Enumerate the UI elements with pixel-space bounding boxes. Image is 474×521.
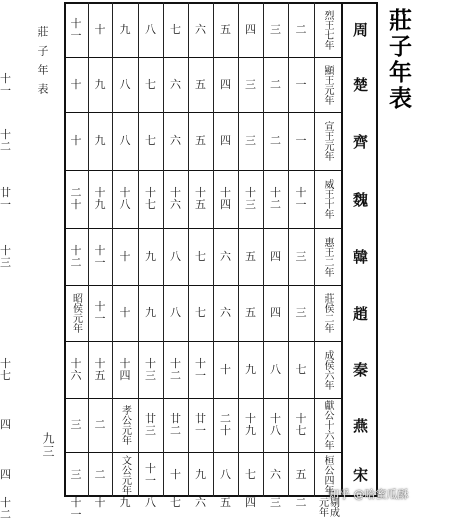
year-cell: 四 — [220, 77, 231, 91]
year-cell: 廿 二 — [170, 412, 181, 437]
year-cell: 九 — [94, 134, 106, 147]
year-cell: 十 一 — [94, 300, 106, 325]
state-label: 楚 — [352, 76, 368, 94]
year-cell: 四 — [220, 134, 231, 147]
year-cell: 九 — [119, 22, 131, 36]
year-cell: 七 — [170, 496, 181, 509]
year-cell: 九 — [119, 496, 131, 509]
year-cell: 十 二 — [70, 243, 82, 269]
year-cell: 十 八 — [119, 186, 131, 211]
year-cell: 十 二 — [270, 186, 281, 211]
year-cell: 一 — [295, 134, 307, 147]
year-cell: 六 — [170, 134, 181, 147]
year-cell: 二 — [270, 134, 281, 147]
year-cell: 二 — [295, 496, 307, 509]
year-cell: 三 — [245, 134, 256, 147]
state-label: 宋 — [352, 466, 368, 484]
state-label: 魏 — [352, 190, 368, 209]
year-cell: 二 十 — [70, 186, 82, 211]
year-cell: 二 — [295, 22, 307, 36]
year-cell: 五 — [220, 22, 231, 36]
year-cell: 九 — [195, 467, 206, 481]
state-label: 周 — [352, 21, 368, 39]
year-cell: 桓公四年 — [322, 454, 333, 495]
year-cell: 十 — [94, 496, 106, 509]
year-cell: 六 — [195, 496, 206, 509]
year-cell: 三 — [245, 77, 256, 91]
year-cell: 四 — [0, 467, 11, 481]
year-cell: 四 — [245, 496, 256, 509]
state-label: 燕 — [352, 416, 368, 435]
year-cell: 十 一 — [145, 461, 156, 487]
year-cell: 廿 三 — [145, 412, 156, 437]
year-cell: 二 — [270, 77, 281, 91]
year-cell: 十 七 — [145, 186, 156, 211]
year-cell: 昭侯元年 — [70, 293, 82, 333]
state-label: 趙 — [352, 304, 368, 323]
year-cell: 八 — [220, 467, 231, 481]
year-cell: 六 — [170, 77, 181, 91]
year-cell: 廿 一 — [195, 412, 206, 437]
year-cell: 十 六 — [170, 186, 181, 211]
year-cell: 七 — [145, 77, 156, 91]
year-cell: 八 — [170, 306, 181, 319]
year-cell: 八 — [270, 362, 281, 376]
year-cell: 二 — [94, 467, 106, 481]
year-cell: 六 — [270, 467, 281, 481]
year-cell: 九 — [145, 249, 156, 263]
year-cell: 五 — [220, 496, 231, 509]
year-cell: 十 二 — [0, 128, 11, 153]
year-cell: 十 — [70, 134, 82, 147]
year-cell: 十 三 — [145, 356, 156, 382]
year-cell: 威王十年 — [322, 179, 333, 219]
state-column — [341, 2, 378, 497]
year-cell: 十 七 — [0, 356, 11, 382]
state-label: 韓 — [352, 248, 368, 266]
year-cell: 十 九 — [94, 186, 106, 211]
year-cell: 廿 一 — [0, 186, 11, 211]
year-cell: 四 — [270, 249, 281, 263]
margin-title: 莊子年表 — [36, 26, 49, 102]
year-cell: 十 一 — [70, 16, 82, 42]
year-cell: 八 — [119, 134, 131, 147]
state-label: 秦 — [352, 361, 368, 379]
year-cell: 九 — [145, 306, 156, 319]
year-cell: 十 四 — [220, 186, 231, 211]
year-cell: 三 — [295, 306, 307, 319]
year-cell: 七 — [195, 249, 206, 263]
year-cell: 十 一 — [295, 186, 307, 211]
year-cell: 七 — [170, 22, 181, 36]
year-cell: 七 — [195, 306, 206, 319]
year-cell: 十 五 — [195, 186, 206, 211]
year-cell: 四 — [0, 418, 11, 431]
year-cell: 十 七 — [295, 412, 307, 437]
year-cell: 十 一 — [70, 496, 82, 521]
year-cell: 五 — [195, 77, 206, 91]
year-cell: 十 — [94, 22, 106, 36]
year-cell: 十 一 — [94, 243, 106, 269]
year-cell: 三 — [70, 418, 82, 431]
year-cell: 成侯六年 — [322, 349, 333, 390]
year-cell: 五 — [245, 306, 256, 319]
year-cell: 十 — [119, 249, 131, 263]
year-cell: 六 — [195, 22, 206, 36]
year-cell: 三 — [295, 249, 307, 263]
year-cell: 七 — [295, 362, 307, 376]
year-cell: 八 — [145, 496, 156, 509]
year-cell: 剔成元年 — [316, 497, 339, 517]
year-cell: 十 一 — [0, 71, 11, 97]
year-cell: 文公元年 — [119, 454, 131, 495]
year-cell: 二 十 — [220, 412, 231, 437]
year-cell: 十 三 — [245, 186, 256, 211]
year-cell: 三 — [270, 496, 281, 509]
year-cell: 七 — [145, 134, 156, 147]
year-cell: 五 — [295, 467, 307, 481]
year-cell: 十 三 — [0, 243, 11, 269]
year-cell: 八 — [145, 22, 156, 36]
year-cell: 五 — [245, 249, 256, 263]
year-cell: 六 — [220, 306, 231, 319]
watermark: 知乎 @哈蜜瓜酥 — [328, 488, 409, 501]
year-cell: 七 — [245, 467, 256, 481]
year-cell: 顯王元年 — [322, 64, 333, 105]
year-cell: 三 — [270, 22, 281, 36]
year-cell: 八 — [170, 249, 181, 263]
year-cell: 十 五 — [94, 356, 106, 382]
year-cell: 四 — [245, 22, 256, 36]
year-cell: 獻公十六年 — [322, 400, 333, 450]
year-cell: 三 — [70, 467, 82, 481]
year-cell: 二 — [94, 418, 106, 431]
year-cell: 五 — [195, 134, 206, 147]
year-cell: 十 二 — [170, 356, 181, 382]
year-cell: 宣王元年 — [322, 121, 333, 161]
year-cell: 十 六 — [70, 356, 82, 382]
year-cell: 四 — [270, 306, 281, 319]
page-title: 莊子年表 — [385, 8, 412, 112]
year-cell: 十 — [70, 77, 82, 91]
year-cell: 六 — [220, 249, 231, 263]
year-cell: 莊侯二年 — [322, 293, 333, 333]
year-cell: 九 — [94, 77, 106, 91]
year-cell: 惠王二年 — [322, 236, 333, 277]
year-cell: 十 一 — [195, 356, 206, 382]
year-cell: 十 — [119, 306, 131, 319]
year-cell: 孝公元年 — [119, 405, 131, 445]
year-cell: 一 — [295, 77, 307, 91]
state-label: 齊 — [352, 132, 368, 151]
year-cell: 八 — [119, 77, 131, 91]
year-cell: 九 — [245, 362, 256, 376]
year-cell: 十 — [220, 362, 231, 376]
year-cell: 十 — [170, 467, 181, 481]
year-cell: 十 二 — [0, 496, 11, 521]
page-number: 九三 — [41, 432, 55, 458]
year-cell: 烈王七年 — [322, 9, 333, 50]
year-cell: 十 四 — [119, 356, 131, 382]
year-cell: 十 八 — [270, 412, 281, 437]
year-cell: 十 九 — [245, 412, 256, 437]
